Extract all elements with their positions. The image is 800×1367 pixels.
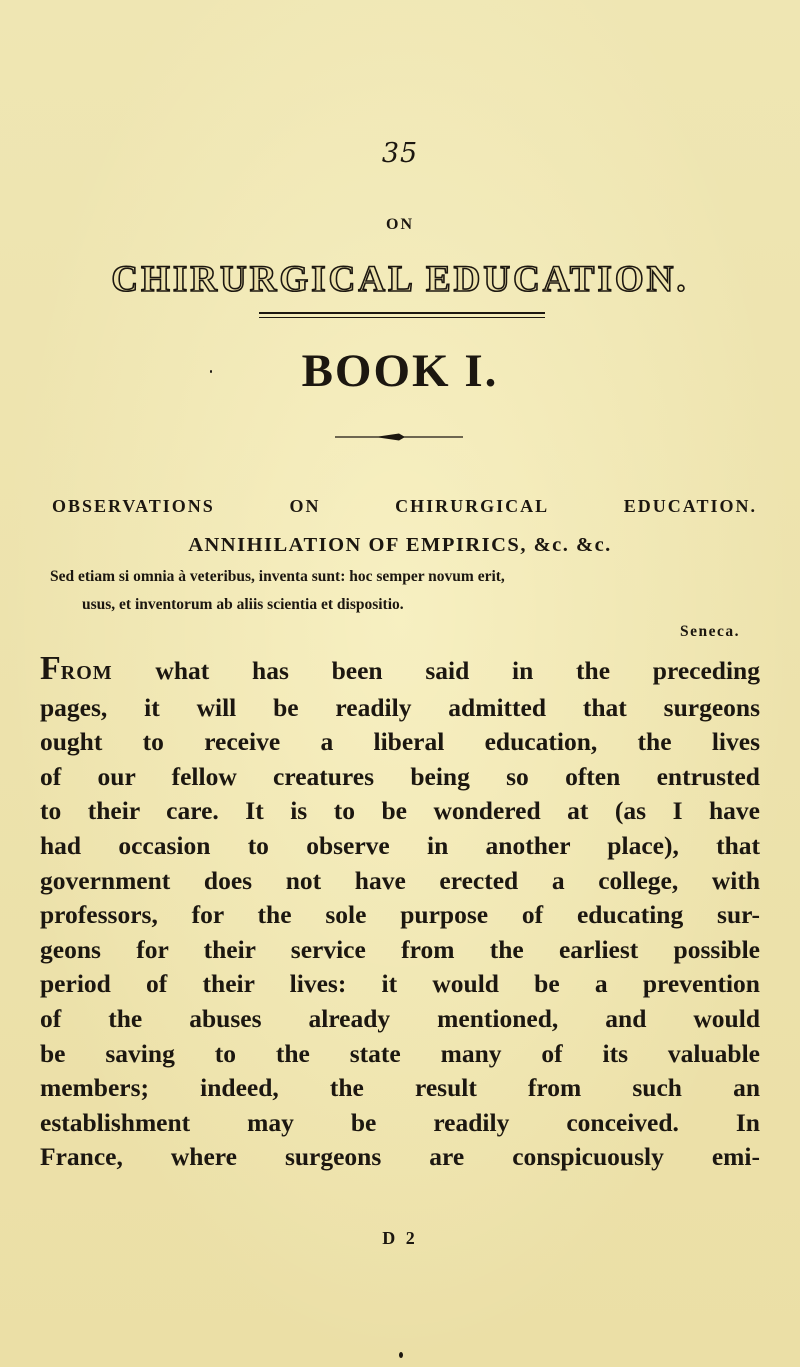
body-line: period of their lives: it would be a prevention: [40, 969, 760, 999]
small-caps: ROM: [60, 662, 113, 684]
subtitle-line-1: [52, 496, 757, 517]
title-rule-thin: [259, 317, 545, 318]
body-line: professors, for the sole purpose of educating sur-: [40, 900, 760, 930]
first-line-text: what has been said in the preceding: [112, 656, 760, 685]
epigraph-line-1: Sed etiam si omnia à veteribus, inventa sunt: hoc semper novum erit,: [50, 568, 505, 585]
subtitle-word: CHIRURGICAL: [395, 496, 550, 516]
title-rule-thick: [259, 312, 545, 314]
body-line: [40, 652, 760, 691]
body-line: geons for their service from the earliest possible: [40, 934, 760, 964]
signature-mark: D 2: [382, 1228, 418, 1248]
body-line: members; indeed, the result from such an: [40, 1073, 760, 1103]
body-line: to their care. It is to be wondered at (as I have: [40, 796, 760, 826]
body-line: had occasion to observe in another place), that: [40, 830, 760, 860]
body-paragraph: [40, 652, 760, 1175]
subtitle-line-2: ANNIHILATION OF EMPIRICS, &c. &c.: [188, 534, 612, 556]
drop-cap: F: [40, 650, 61, 687]
body-line: of the abuses already mentioned, and would: [40, 1003, 760, 1033]
body-line: France, where surgeons are conspicuously emi-: [40, 1142, 760, 1172]
heading-on: ON: [386, 216, 414, 233]
epigraph-line-2: usus, et inventorum ab aliis scientia et dispositio.: [82, 596, 404, 613]
paper-speck: [399, 1352, 403, 1358]
book-title: BOOK I.: [301, 345, 499, 397]
main-title: CHIRURGICAL EDUCATION.: [111, 259, 689, 300]
ornament-rule: [335, 432, 463, 442]
body-line: of our fellow creatures being so often entrusted: [40, 761, 760, 791]
body-line: establishment may be readily conceived. In: [40, 1107, 760, 1137]
subtitle-word: EDUCATION.: [623, 496, 757, 516]
body-line: pages, it will be readily admitted that surgeons: [40, 692, 760, 722]
page-number: 35: [381, 138, 419, 169]
body-line: be saving to the state many of its valuable: [40, 1038, 760, 1068]
subtitle-word: ON: [289, 496, 321, 516]
subtitle-word: OBSERVATIONS: [52, 496, 215, 516]
epigraph-attribution: Seneca.: [679, 623, 740, 640]
paper-speck: [210, 370, 212, 373]
body-line: ought to receive a liberal education, the lives: [40, 727, 760, 757]
body-line: government does not have erected a college, with: [40, 865, 760, 895]
